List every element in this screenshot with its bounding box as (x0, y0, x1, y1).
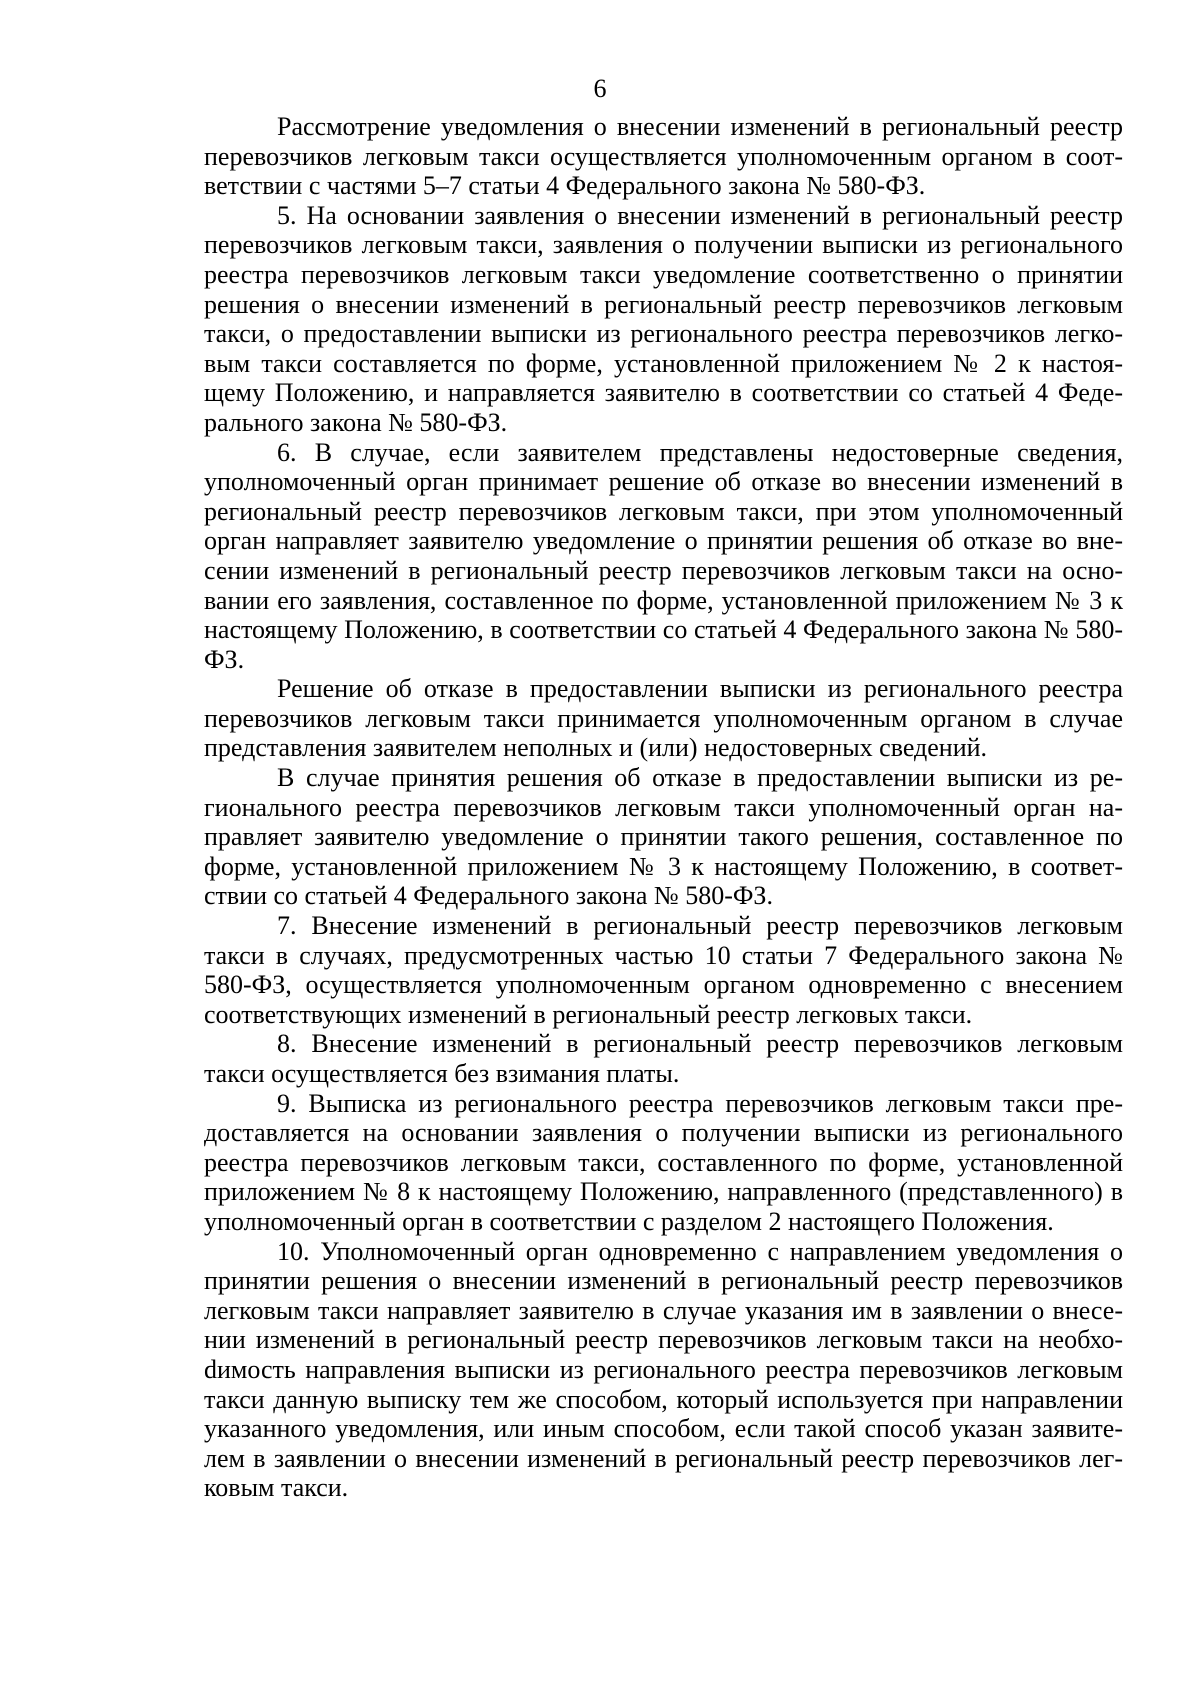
paragraph-item-7: 7. Внесение изменений в региональный реестр перевозчиков легковым такси в случаях, предусмотренных частью 10 статьи 7 Федерального закона № 580-ФЗ, осуществляется уполномоченным органом одновременно с внесением соответствующих изменений в региональный реестр легковых такси. (204, 911, 1123, 1029)
paragraph-item-9: 9. Выписка из регионального реестра перевозчиков легковым такси предоставляется на основании заявления о получении выписки из регионального реестра перевозчиков легковым такси, составленного по форме, установленной приложением № 8 к настоящему Положению, направленного (представленного) в уполномоченный орган в соответствии с разделом 2 настоящего Положения. (204, 1088, 1123, 1236)
paragraph-item-8: 8. Внесение изменений в региональный реестр перевозчиков легковым такси осуществляется без взимания платы. (204, 1029, 1123, 1088)
paragraph-refusal-notice: В случае принятия решения об отказе в предоставлении выписки из регионального реестра перевозчиков легковым такси уполномоченный орган направляет заявителю уведомление о принятии такого решения, составленное по форме, установленной приложением № 3 к настоящему Положению, в соответствии со статьей 4 Федерального закона № 580-ФЗ. (204, 763, 1123, 911)
paragraph-item-6: 6. В случае, если заявителем представлены недостоверные сведения, уполномоченный орган принимает решение об отказе во внесении изменений в региональный реестр перевозчиков легковым такси, при этом уполномоченный орган направляет заявителю уведомление о принятии решения об отказе во внесении изменений в региональный реестр перевозчиков легковым такси на основании его заявления, составленное по форме, установленной приложением № 3 к настоящему Положению, в соответствии со статьей 4 Федерального закона № 580-ФЗ. (204, 437, 1123, 674)
paragraph-item-5: 5. На основании заявления о внесении изменений в региональный реестр перевозчиков легковым такси, заявления о получении выписки из регионального реестра перевозчиков легковым такси уведомление соответственно о принятии решения о внесении изменений в региональный реестр перевозчиков легковым такси, о предоставлении выписки из регионального реестра перевозчиков легковым такси составляется по форме, установленной приложением № 2 к настоящему Положению, и направляется заявителю в соответствии со статьей 4 Федерального закона № 580-ФЗ. (204, 200, 1123, 437)
page-number: 6 (593, 74, 607, 103)
paragraph-notice-review: Рассмотрение уведомления о внесении изменений в региональный реестр перевозчиков легковым такси осуществляется уполномоченным органом в соответствии с частями 5–7 статьи 4 Федерального закона № 580-ФЗ. (204, 112, 1123, 201)
document-body (204, 112, 1123, 1503)
paragraph-item-10: 10. Уполномоченный орган одновременно с направлением уведомления о принятии решения о внесении изменений в региональный реестр перевозчиков легковым такси направляет заявителю в случае указания им в заявлении о внесении изменений в региональный реестр перевозчиков легковым такси на необхоdимость направления выписки из регионального реестра перевозчиков легковым такси данную выписку тем же способом, который используется при направлении указанного уведомления, или иным способом, если такой способ указан заявителем в заявлении о внесении изменений в региональный реестр перевозчиков легковым такси. (204, 1236, 1123, 1503)
paragraph-refusal-extract: Решение об отказе в предоставлении выписки из регионального реестра перевозчиков легковым такси принимается уполномоченным органом в случае представления заявителем неполных и (или) недостоверных сведений. (204, 674, 1123, 763)
